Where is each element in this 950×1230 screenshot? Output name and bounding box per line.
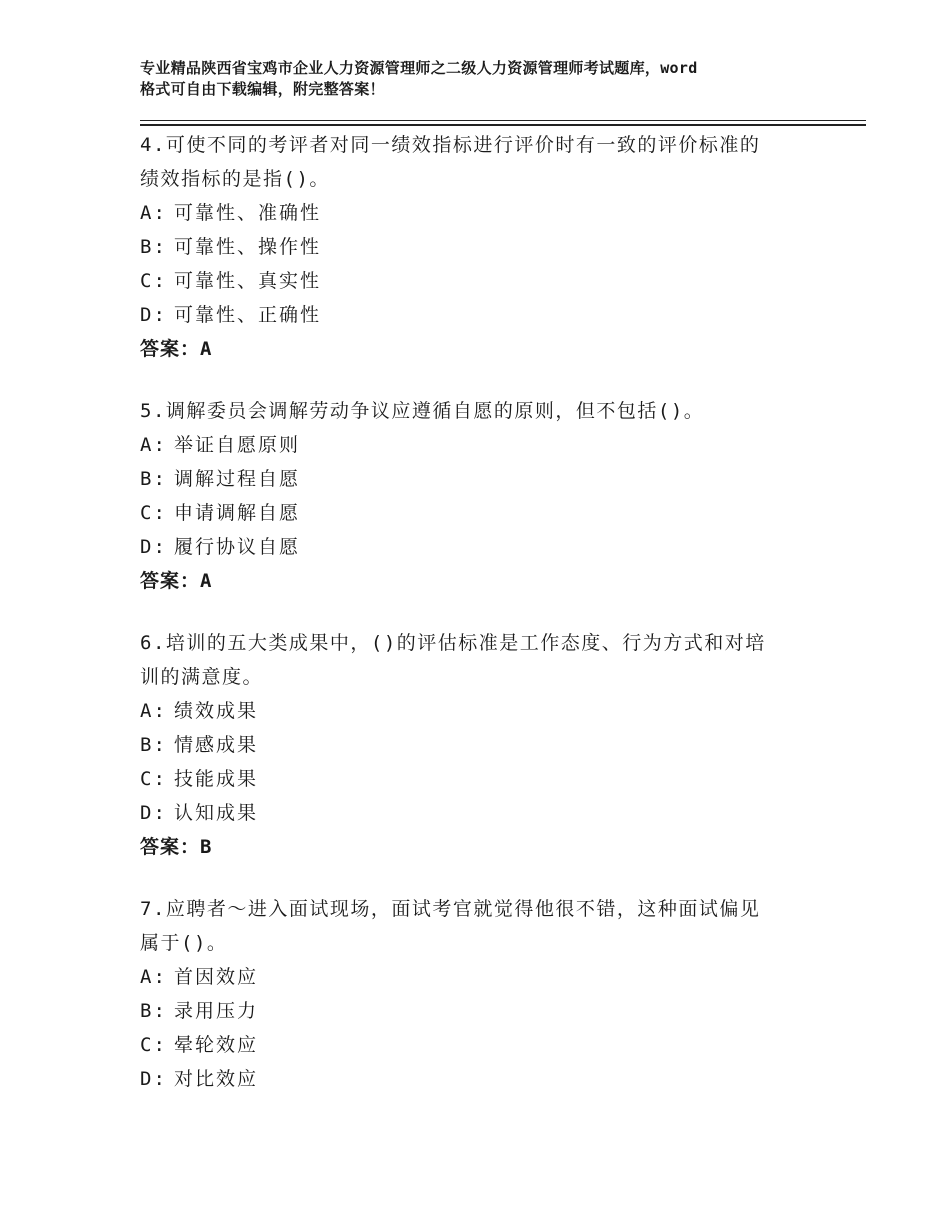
option-key: A: (140, 700, 167, 722)
option-key: C: (140, 768, 167, 790)
option-d (140, 1062, 810, 1096)
option-d (140, 298, 810, 332)
option-key: D: (140, 1068, 167, 1090)
option-text: 调解过程自愿 (174, 468, 301, 490)
header-rule-thin (140, 120, 866, 121)
option-key: D: (140, 802, 167, 824)
option-text: 可靠性、真实性 (174, 270, 322, 292)
option-a (140, 428, 810, 462)
option-text: 首因效应 (174, 966, 259, 988)
option-c (140, 264, 810, 298)
option-text: 可靠性、正确性 (174, 304, 322, 326)
option-key: D: (140, 304, 167, 326)
option-a (140, 960, 810, 994)
option-d (140, 530, 810, 564)
question-stem-line: 训的满意度。 (140, 666, 264, 688)
option-text: 对比效应 (174, 1068, 259, 1090)
option-key: D: (140, 536, 167, 558)
option-key: A: (140, 434, 167, 456)
option-c (140, 762, 810, 796)
option-text: 可靠性、准确性 (174, 202, 322, 224)
answer-line: 答案：A (140, 338, 213, 360)
option-text: 履行协议自愿 (174, 536, 301, 558)
question-item (140, 626, 810, 864)
option-key: B: (140, 236, 167, 258)
question-stem-line: 6.培训的五大类成果中，()的评估标准是工作态度、行为方式和对培 (140, 632, 766, 654)
question-item (140, 128, 810, 366)
option-key: C: (140, 502, 167, 524)
option-text: 晕轮效应 (174, 1034, 259, 1056)
option-key: C: (140, 270, 167, 292)
question-stem-line: 绩效指标的是指()。 (140, 168, 330, 190)
option-b (140, 462, 810, 496)
option-text: 认知成果 (174, 802, 259, 824)
option-text: 举证自愿原则 (174, 434, 301, 456)
option-text: 技能成果 (174, 768, 259, 790)
option-b (140, 728, 810, 762)
option-a (140, 694, 810, 728)
option-text: 录用压力 (174, 1000, 259, 1022)
option-text: 申请调解自愿 (174, 502, 301, 524)
option-key: B: (140, 1000, 167, 1022)
option-b (140, 230, 810, 264)
question-list (140, 128, 810, 1124)
option-b (140, 994, 810, 1028)
question-stem-line: 属于()。 (140, 932, 228, 954)
header-line-2: 格式可自由下载编辑，附完整答案！ (140, 80, 385, 98)
option-text: 绩效成果 (174, 700, 259, 722)
option-key: B: (140, 734, 167, 756)
option-key: A: (140, 202, 167, 224)
option-c (140, 1028, 810, 1062)
option-a (140, 196, 810, 230)
header-rule-thick (140, 124, 866, 126)
question-item (140, 394, 810, 598)
option-c (140, 496, 810, 530)
option-text: 情感成果 (174, 734, 259, 756)
option-key: B: (140, 468, 167, 490)
answer-line: 答案：B (140, 836, 213, 858)
header-line-1: 专业精品陕西省宝鸡市企业人力资源管理师之二级人力资源管理师考试题库，word (140, 59, 698, 77)
question-stem-line: 5.调解委员会调解劳动争议应遵循自愿的原则，但不包括()。 (140, 400, 705, 422)
answer-line: 答案：A (140, 570, 213, 592)
option-d (140, 796, 810, 830)
question-stem-line: 7.应聘者～进入面试现场，面试考官就觉得他很不错，这种面试偏见 (140, 898, 761, 920)
option-key: C: (140, 1034, 167, 1056)
document-header (140, 58, 840, 100)
option-text: 可靠性、操作性 (174, 236, 322, 258)
option-key: A: (140, 966, 167, 988)
question-stem-line: 4.可使不同的考评者对同一绩效指标进行评价时有一致的评价标准的 (140, 134, 761, 156)
question-item (140, 892, 810, 1096)
